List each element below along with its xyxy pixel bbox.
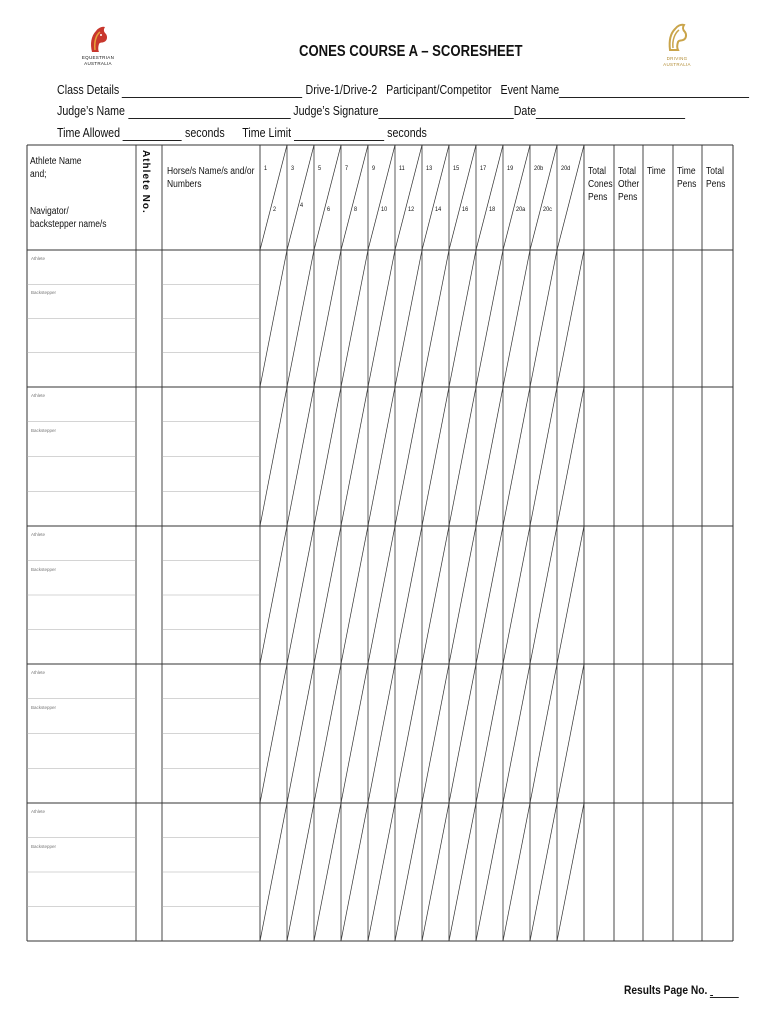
cone-number-bottom: 4: [300, 202, 304, 209]
grid-line: [287, 145, 314, 250]
cone-number-top: 9: [372, 165, 376, 172]
grid-line: [395, 664, 422, 803]
grid-line: [476, 145, 503, 250]
grid-line: [449, 526, 476, 664]
cone-number-bottom: 20a: [516, 206, 526, 213]
totals-heading: [588, 165, 613, 204]
totals-heading: [677, 165, 696, 191]
cone-number-top: 17: [480, 165, 487, 172]
cone-number-bottom: 12: [408, 206, 415, 213]
grid-line: [314, 250, 341, 387]
grid-line: [314, 664, 341, 803]
horse-heading: Horse/s Name/s and/or Numbers: [167, 166, 255, 190]
athlete-hint: Athlete: [31, 393, 46, 398]
results-page-label: Results Page No.: [624, 983, 708, 997]
totals-heading-line: Time: [677, 166, 696, 177]
cone-number-bottom: 6: [327, 206, 331, 213]
grid-line: [503, 145, 530, 250]
grid-line: [260, 526, 287, 664]
grid-line: [476, 526, 503, 664]
grid-line: [422, 387, 449, 526]
grid-line: [476, 250, 503, 387]
totals-heading: [647, 165, 666, 178]
seconds-label-2: seconds: [387, 125, 427, 140]
grid-line: [341, 250, 368, 387]
grid-line: [368, 387, 395, 526]
grid-line: [422, 664, 449, 803]
class-details-label: Class Details: [57, 82, 120, 97]
totals-heading-line: Pens: [677, 179, 697, 190]
totals-heading-line: Pens: [706, 179, 726, 190]
grid-line: [530, 526, 557, 664]
grid-line: [341, 145, 368, 250]
grid-line: [422, 803, 449, 941]
judges-signature-label: Judge’s Signature: [293, 103, 379, 118]
results-page-field[interactable]: [710, 983, 739, 998]
navigator-heading: Navigator/ backstepper name/s: [30, 206, 107, 230]
cone-number-top: 20b: [534, 165, 544, 172]
grid-line: [503, 250, 530, 387]
totals-heading-line: Cones: [588, 179, 613, 190]
athlete-no-heading: Athlete No.: [140, 150, 151, 214]
left-logo-line-2: AUSTRALIA: [84, 61, 112, 66]
grid-line: [530, 387, 557, 526]
page-title: CONES COURSE A – SCORESHEET: [299, 43, 523, 60]
athlete-hint: Athlete: [31, 256, 46, 261]
athlete-hint: Athlete: [31, 670, 46, 675]
grid-line: [449, 250, 476, 387]
cone-number-top: 11: [399, 165, 405, 172]
grid-line: [368, 145, 395, 250]
time-limit-label: Time Limit: [242, 125, 292, 140]
grid-line: [260, 803, 287, 941]
drive-label: Drive-1/Drive-2: [305, 82, 378, 97]
grid-line: [314, 803, 341, 941]
grid-line: [368, 250, 395, 387]
cone-number-top: 5: [318, 165, 322, 172]
grid-line: [395, 387, 422, 526]
grid-line: [557, 664, 584, 803]
grid-line: [395, 526, 422, 664]
cone-number-top: 3: [291, 165, 295, 172]
participant-label: Participant/Competitor: [386, 82, 492, 97]
grid-line: [287, 387, 314, 526]
grid-line: [449, 664, 476, 803]
grid-line: [287, 803, 314, 941]
cone-number-bottom: 2: [273, 206, 277, 213]
grid-line: [422, 145, 449, 250]
grid-line: [530, 145, 557, 250]
grid-line: [287, 526, 314, 664]
cone-number-top: 19: [507, 165, 514, 172]
navigator-hint: Backstepper: [31, 843, 57, 849]
grid-line: [395, 250, 422, 387]
totals-heading-line: Total: [588, 166, 606, 177]
cone-number-top: 7: [345, 165, 349, 172]
athlete-hint: Athlete: [31, 809, 46, 814]
athlete-hint: Athlete: [31, 532, 46, 537]
grid-line: [476, 803, 503, 941]
grid-line: [260, 145, 287, 250]
cone-number-bottom: 14: [435, 206, 442, 213]
grid-line: [314, 387, 341, 526]
grid-line: [422, 526, 449, 664]
grid-line: [503, 387, 530, 526]
date-label: Date: [513, 103, 537, 118]
grid-line: [449, 145, 476, 250]
right-logo-line-2: AUSTRALIA: [663, 62, 691, 67]
grid-line: [341, 387, 368, 526]
grid-line: [368, 664, 395, 803]
event-name-label: Event Name: [500, 82, 560, 97]
grid-line: [449, 803, 476, 941]
cone-number-bottom: 16: [462, 206, 469, 213]
navigator-hint: Backstepper: [31, 704, 57, 710]
cone-number-top: 20d: [561, 165, 571, 172]
right-logo-line-1: DRIVING: [666, 56, 688, 61]
grid-line: [287, 250, 314, 387]
cone-number-bottom: 20c: [543, 206, 552, 213]
cone-number-top: 13: [426, 165, 433, 172]
grid-line: [341, 664, 368, 803]
grid-line: [557, 145, 584, 250]
navigator-hint: Backstepper: [31, 566, 57, 572]
totals-heading-line: Total: [618, 166, 636, 177]
grid-line: [260, 664, 287, 803]
grid-line: [530, 250, 557, 387]
grid-line: [260, 387, 287, 526]
cone-number-bottom: 18: [489, 206, 496, 213]
totals-heading-line: Other: [618, 179, 640, 190]
grid-line: [314, 526, 341, 664]
totals-heading-line: Total: [706, 166, 724, 177]
totals-heading-line: Time: [647, 166, 666, 177]
grid-line: [503, 664, 530, 803]
grid-line: [476, 387, 503, 526]
results-page-footer: [624, 983, 739, 998]
grid-line: [395, 803, 422, 941]
cone-number-bottom: 10: [381, 206, 388, 213]
grid-line: [557, 803, 584, 941]
totals-heading-line: Pens: [588, 192, 608, 203]
totals-heading: [618, 165, 639, 204]
cone-number-top: 1: [264, 165, 268, 172]
grid-line: [557, 250, 584, 387]
grid-line: [422, 250, 449, 387]
grid-line: [287, 664, 314, 803]
grid-line: [260, 250, 287, 387]
navigator-hint: Backstepper: [31, 290, 57, 296]
grid-line: [368, 803, 395, 941]
seconds-label-1: seconds: [184, 125, 225, 140]
grid-line: [557, 526, 584, 664]
grid-line: [395, 145, 422, 250]
totals-heading-line: Pens: [618, 192, 638, 203]
cone-number-bottom: 8: [354, 206, 358, 213]
cone-number-top: 15: [453, 165, 460, 172]
grid-line: [476, 664, 503, 803]
grid-line: [530, 664, 557, 803]
athlete-name-heading: Athlete Name and;: [30, 156, 82, 180]
grid-line: [503, 803, 530, 941]
grid-line: [341, 803, 368, 941]
grid-line: [341, 526, 368, 664]
grid-line: [368, 526, 395, 664]
grid-line: [557, 387, 584, 526]
totals-heading: [706, 165, 725, 191]
grid-line: [449, 387, 476, 526]
grid-line: [503, 526, 530, 664]
time-allowed-label: Time Allowed: [57, 125, 120, 140]
grid-line: [314, 145, 341, 250]
left-logo-line-1: EQUESTRIAN: [81, 55, 115, 60]
grid-line: [530, 803, 557, 941]
judges-name-label: Judge’s Name: [57, 103, 125, 118]
navigator-hint: Backstepper: [31, 427, 57, 433]
